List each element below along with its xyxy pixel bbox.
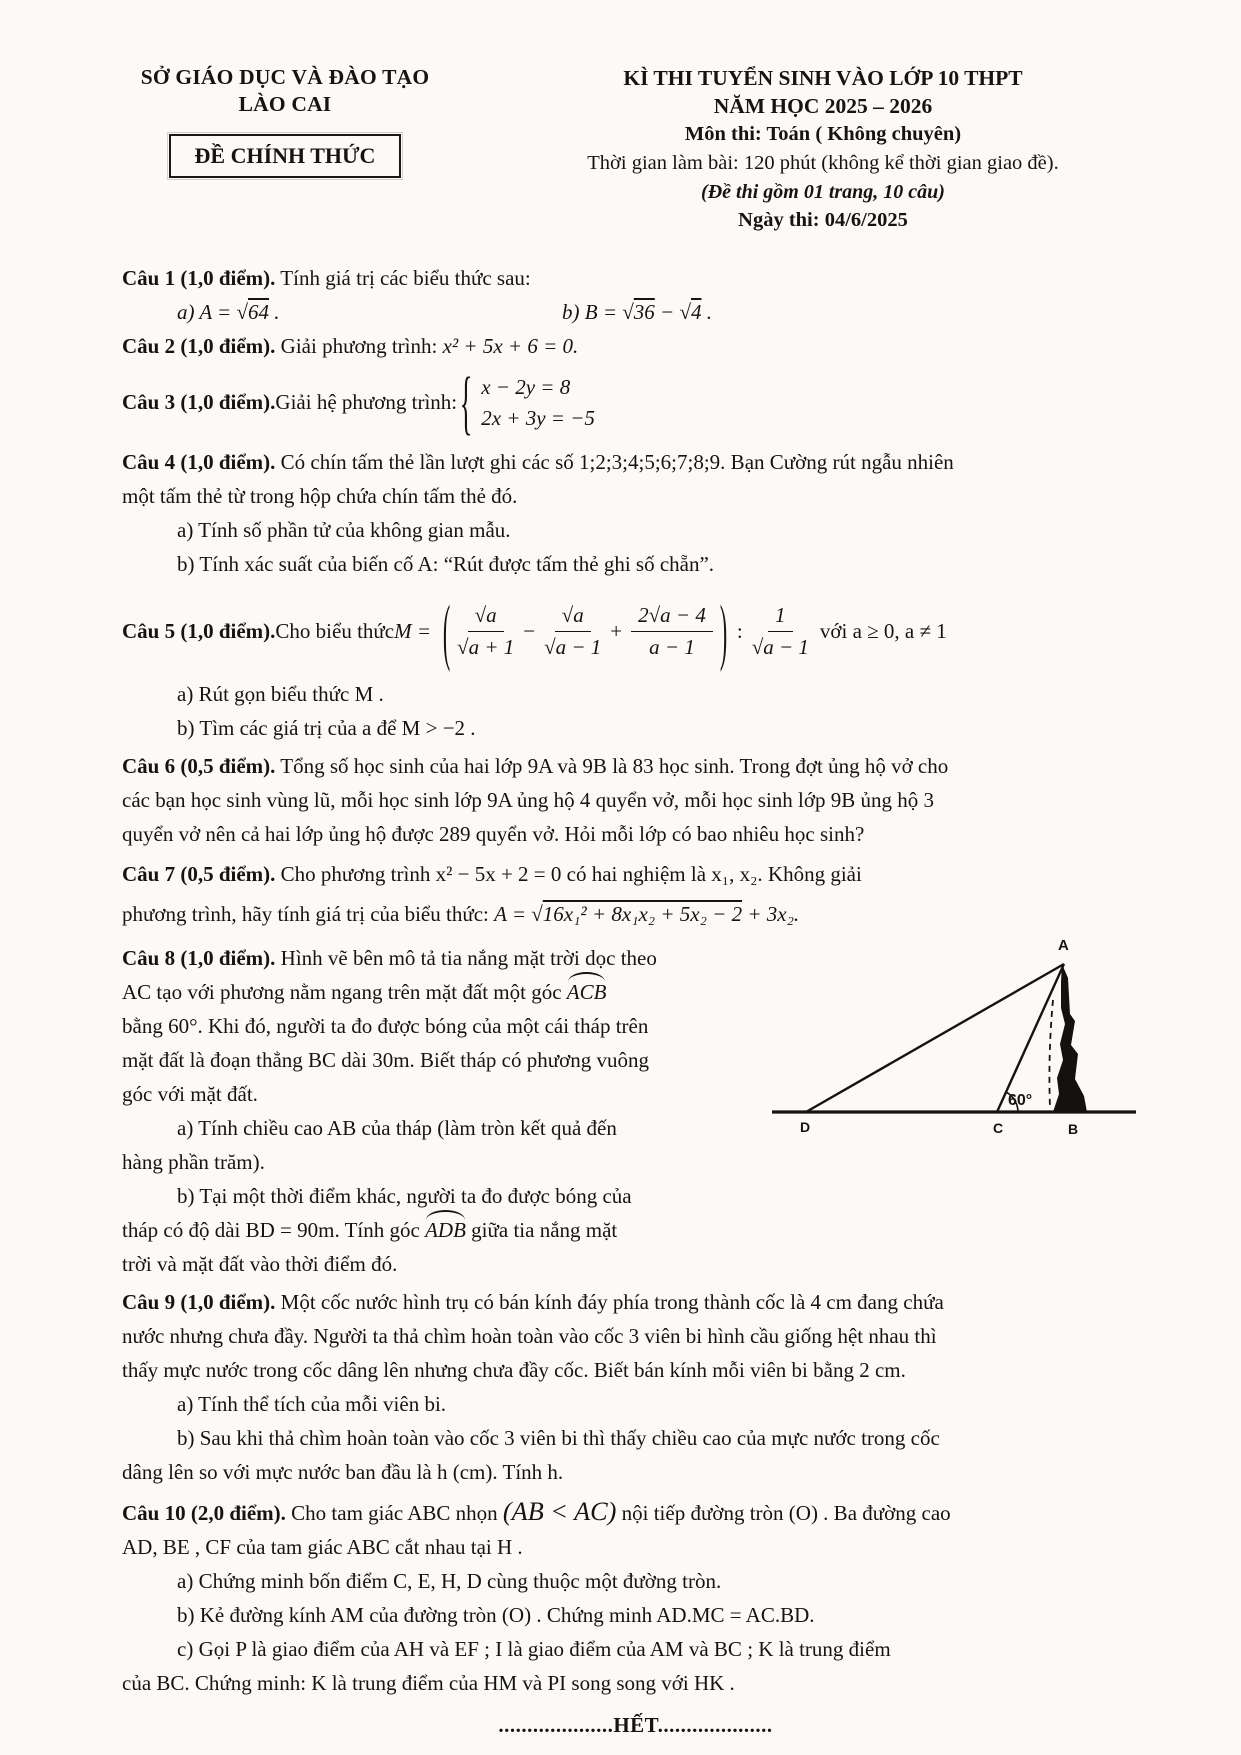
tower-shadow-diagram [700, 928, 1170, 1140]
q9-line-3: thấy mực nước trong cốc dâng lên nhưng chưa đầy cốc. Biết bán kính mỗi viên bi bằng 2 cm. [122, 1358, 906, 1382]
end-of-exam-marker: ....................HẾT.................... [498, 1713, 773, 1737]
q8-line-3: bằng 60°. Khi đó, người ta đo được bóng của một cái tháp trên [122, 1014, 649, 1038]
q9-line-1 [122, 1285, 1149, 1319]
q6-line-3: quyển vở nên cả hai lớp ủng hộ được 289 quyển vở. Hỏi mỗi lớp có bao nhiêu học sinh? [122, 822, 865, 846]
q8-part-a-line-2: hàng phần trăm). [122, 1150, 265, 1174]
q10-number: Câu 10 (2,0 điểm). [122, 1501, 286, 1525]
q5-formula-line [122, 585, 1149, 677]
fraction-2-numerator: √a [555, 603, 591, 632]
operator-divide: : [736, 619, 743, 643]
q3-line [122, 363, 1149, 441]
q3-equation-system [481, 374, 595, 431]
fraction-1-denominator: √a + 1 [457, 634, 515, 659]
q8-text-2: AC tạo với phương nằm ngang trên mặt đất một góc [122, 980, 567, 1004]
q6-line-2: các bạn học sinh vùng lũ, mỗi học sinh lớp 9A ủng hộ 4 quyển vở, mỗi học sinh lớp 9B ủng hộ 3 [122, 788, 935, 812]
q10-part-c-line-1: c) Gọi P là giao điểm của AH và EF ; I là giao điểm của AM và BC ; K là trung điểm [177, 1637, 891, 1661]
q8-line-4: mặt đất là đoạn thẳng BC dài 30m. Biết tháp có phương vuông [122, 1048, 649, 1072]
q10-text-1b: nội tiếp đường tròn (O) . Ba đường cao [616, 1501, 951, 1525]
q8-part-b-line-2 [122, 1213, 712, 1247]
q1-b-period: . [701, 300, 712, 324]
q9-part-b-line-2: dâng lên so với mực nước ban đầu là h (cm). Tính h. [122, 1460, 564, 1484]
q9-text-1: Một cốc nước hình trụ có bán kính đáy phía trong thành cốc là 4 cm đang chứa [275, 1290, 944, 1314]
q8-line-2 [122, 975, 712, 1009]
exam-duration: Thời gian làm bài: 120 phút (không kể thời gian giao đề). [587, 152, 1059, 174]
q7-radicand: 16x₁² + 8x₁x₂ + 5x₂ − 2 [542, 902, 743, 926]
department-name-line2: LÀO CAI [238, 92, 332, 116]
q4-line-2: một tấm thẻ từ trong hộp chứa chín tấm thẻ đó. [122, 484, 518, 508]
q3-instruction: Giải hệ phương trình: [275, 390, 458, 414]
q9-part-a: a) Tính thể tích của mỗi viên bi. [177, 1392, 447, 1416]
fraction-2-denominator: √a − 1 [544, 634, 602, 659]
q4-line-1 [122, 445, 1149, 479]
q9-line-2: nước nhưng chưa đầy. Người ta thả chìm hoàn toàn vào cốc 3 viên bi hình cầu giống hệt nhau thì [122, 1324, 937, 1348]
q7-text-2: phương trình, hãy tính giá trị của biểu thức: [122, 902, 495, 926]
q8-part-a-line-1: a) Tính chiều cao AB của tháp (làm tròn kết quả đến [177, 1116, 617, 1140]
q2-instruction: Giải phương trình: [275, 334, 443, 358]
sqrt-expression [622, 300, 655, 324]
fraction-3-denominator: a − 1 [649, 634, 695, 659]
q1-b-text: b) B = [562, 300, 623, 324]
exam-year: NĂM HỌC 2025 – 2026 [713, 94, 933, 118]
point-label-b: B [1068, 1121, 1079, 1137]
q1-a-radicand: 64 [248, 300, 270, 324]
q10-part-a: a) Chứng minh bốn điểm C, E, H, D cùng thuộc một đường tròn. [177, 1569, 722, 1593]
q4-text-1: Có chín tấm thẻ lần lượt ghi các số 1;2;3;4;5;6;7;8;9. Bạn Cường rút ngẫu nhiên [275, 450, 954, 474]
q7-text-1: Cho phương trình x² − 5x + 2 = 0 có hai nghiệm là x₁, x₂. Không giải [275, 862, 862, 886]
q5-part-a: a) Rút gọn biểu thức M . [177, 682, 384, 706]
q1-number: Câu 1 (1,0 điểm). [122, 266, 276, 290]
q2-number: Câu 2 (1,0 điểm). [122, 334, 276, 358]
q1-b-minus: − [654, 300, 680, 324]
operator-minus: − [523, 619, 536, 643]
department-name-line1: SỞ GIÁO DỤC VÀ ĐÀO TẠO [140, 65, 430, 89]
angle-value-label: 60° [1008, 1092, 1033, 1109]
q3-number: Câu 3 (1,0 điểm). [122, 390, 276, 414]
official-exam-box: ĐỀ CHÍNH THỨC [169, 134, 402, 178]
q8-part-b-line-1: b) Tại một thời điểm khác, người ta đo được bóng của [177, 1184, 632, 1208]
q4-number: Câu 4 (1,0 điểm). [122, 450, 276, 474]
exam-date: Ngày thi: 04/6/2025 [738, 209, 908, 231]
q8-b-text: tháp có độ dài BD = 90m. Tính góc [122, 1218, 426, 1242]
q8-line-1 [122, 941, 712, 975]
point-label-c: C [993, 1120, 1004, 1136]
q8-block [122, 941, 712, 1281]
q8-number: Câu 8 (1,0 điểm). [122, 946, 276, 970]
q1-a-period: . [269, 300, 280, 324]
sqrt-expression [236, 300, 269, 324]
q7-tail: + 3x₂. [742, 902, 800, 926]
operator-plus: + [610, 619, 623, 643]
angle-notation-acb: ACB [567, 975, 607, 1009]
header [0, 0, 1241, 235]
fraction-2 [544, 603, 601, 660]
sqrt-expression [531, 902, 742, 926]
fraction-4 [752, 603, 809, 660]
q2-line [122, 329, 1149, 363]
system-brace [460, 344, 473, 460]
fraction-3 [631, 603, 713, 660]
q8-line-5: góc với mặt đất. [122, 1082, 258, 1106]
q5-number: Câu 5 (1,0 điểm). [122, 619, 276, 643]
exam-pages-note: (Đề thi gồm 01 trang, 10 câu) [701, 181, 945, 203]
q4-part-b: b) Tính xác suất của biến cố A: “Rút được tấm thẻ ghi số chẵn”. [177, 552, 715, 576]
q9-number: Câu 9 (1,0 điểm). [122, 1290, 276, 1314]
q1-part-a [177, 295, 562, 329]
q10-condition-paren: (AB < AC) [502, 1497, 617, 1526]
fraction-3-numerator: 2√a − 4 [631, 603, 713, 632]
header-left [105, 64, 465, 235]
q9-part-b-line-1: b) Sau khi thả chìm hoàn toàn vào cốc 3 viên bi thì thấy chiều cao của mực nước trong cốc [177, 1426, 940, 1450]
q1-a-text: a) A = [177, 300, 237, 324]
q1-b-radicand1: 36 [633, 300, 655, 324]
q1-parts-line [122, 295, 1149, 329]
big-paren-open [443, 571, 450, 692]
q8-geometry-figure [700, 928, 1170, 1140]
q7-line-1 [122, 857, 1149, 891]
q4-part-a: a) Tính số phần tử của không gian mẫu. [177, 518, 511, 542]
q10-line-2: AD, BE , CF của tam giác ABC cắt nhau tại H . [122, 1535, 523, 1559]
exam-subject: Môn thi: Toán ( Không chuyên) [684, 123, 962, 145]
fraction-4-denominator: √a − 1 [751, 634, 809, 659]
ray-ca [997, 964, 1064, 1112]
q6-number: Câu 6 (0,5 điểm). [122, 754, 276, 778]
q7-number: Câu 7 (0,5 điểm). [122, 862, 276, 886]
q3-equation-1: x − 2y = 8 [481, 374, 571, 399]
q1-instruction: Tính giá trị các biểu thức sau: [275, 266, 531, 290]
q2-equation: x² + 5x + 6 = 0. [442, 334, 579, 358]
q7-lhs: A = [494, 902, 532, 926]
q8-text-1: Hình vẽ bên mô tả tia nắng mặt trời dọc theo [275, 946, 657, 970]
tower-silhouette [1053, 964, 1087, 1112]
exam-title: KÌ THI TUYỂN SINH VÀO LỚP 10 THPT [623, 66, 1023, 90]
angle-notation-adb: ADB [425, 1213, 466, 1247]
header-right [465, 64, 1241, 235]
q5-lhs: M = [394, 619, 432, 643]
q1-part-b [562, 295, 712, 329]
q10-part-b: b) Kẻ đường kính AM của đường tròn (O) . Chứng minh AD.MC = AC.BD. [177, 1603, 815, 1627]
q6-text-1: Tổng số học sinh của hai lớp 9A và 9B là 83 học sinh. Trong đợt ủng hộ vở cho [275, 754, 949, 778]
ray-da [806, 964, 1064, 1112]
q6-line-1 [122, 749, 1149, 783]
q5-instruction: Cho biểu thức [275, 619, 395, 643]
q8-b-tail: giữa tia nắng mặt [465, 1218, 618, 1242]
q3-equation-2: 2x + 3y = −5 [481, 405, 595, 430]
fraction-1 [457, 603, 514, 660]
big-paren-close [720, 571, 727, 692]
q10-line-1 [122, 1495, 1149, 1530]
point-label-a: A [1058, 937, 1069, 954]
dashed-axis [1049, 1000, 1053, 1108]
point-label-d: D [800, 1119, 811, 1135]
q1-b-radicand2: 4 [690, 300, 702, 324]
q8-part-b-line-3: trời và mặt đất vào thời điểm đó. [122, 1252, 398, 1276]
q5-part-b: b) Tìm các giá trị của a để M > −2 . [177, 716, 476, 740]
q10-text-1: Cho tam giác ABC nhọn [285, 1501, 503, 1525]
fraction-1-numerator: √a [468, 603, 504, 632]
q10-part-c-line-2: của BC. Chứng minh: K là trung điểm của HM và PI song song với HK . [122, 1671, 735, 1695]
fraction-4-numerator: 1 [768, 603, 793, 632]
q1-heading-line [122, 261, 1149, 295]
sqrt-expression [679, 300, 701, 324]
q5-condition: với a ≥ 0, a ≠ 1 [819, 619, 947, 643]
